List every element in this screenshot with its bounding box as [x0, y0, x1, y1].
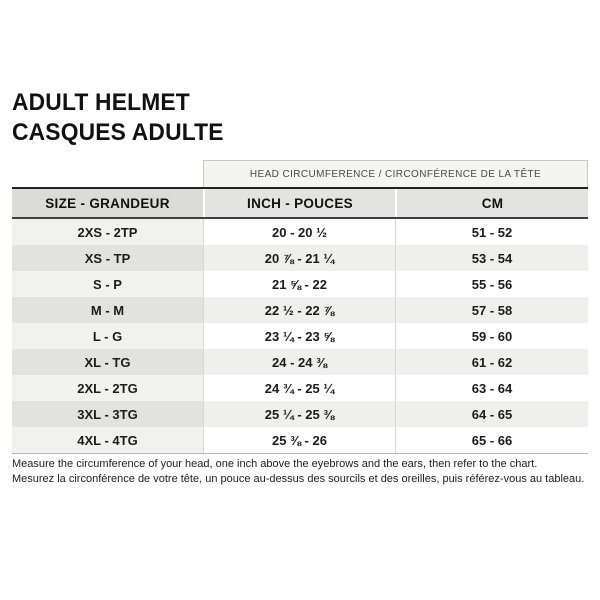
measurement-instructions [12, 457, 588, 486]
table-row [12, 375, 588, 401]
page-title-line2: CASQUES ADULTE [12, 119, 224, 146]
table-body [12, 219, 588, 454]
size-cell: XS - TP [12, 245, 203, 271]
table-header-row [12, 187, 588, 219]
table-row [12, 245, 588, 271]
inch-cell: 23 ¼ - 23 ⅝ [203, 323, 395, 349]
table-row [12, 349, 588, 375]
size-cell: L - G [12, 323, 203, 349]
cm-cell: 53 - 54 [395, 245, 588, 271]
size-cell: 2XS - 2TP [12, 219, 203, 245]
inch-cell: 25 ¼ - 25 ⅜ [203, 401, 395, 427]
size-cell: XL - TG [12, 349, 203, 375]
size-cell: S - P [12, 271, 203, 297]
size-cell: 2XL - 2TG [12, 375, 203, 401]
cm-cell: 61 - 62 [395, 349, 588, 375]
table-row [12, 297, 588, 323]
span-header-spacer [12, 160, 203, 187]
inch-cell: 21 ⅝ - 22 [203, 271, 395, 297]
inch-cell: 20 ⅞ - 21 ¼ [203, 245, 395, 271]
cm-cell: 63 - 64 [395, 375, 588, 401]
cm-cell: 57 - 58 [395, 297, 588, 323]
cm-cell: 65 - 66 [395, 427, 588, 453]
cm-cell: 64 - 65 [395, 401, 588, 427]
column-header-cm: CM [395, 189, 588, 217]
inch-cell: 24 - 24 ⅜ [203, 349, 395, 375]
table-row [12, 323, 588, 349]
size-chart-table [12, 160, 588, 454]
page-title [12, 88, 224, 148]
table-row [12, 401, 588, 427]
column-header-size: SIZE - GRANDEUR [12, 189, 203, 217]
cm-cell: 59 - 60 [395, 323, 588, 349]
size-cell: 3XL - 3TG [12, 401, 203, 427]
size-cell: 4XL - 4TG [12, 427, 203, 453]
table-row [12, 271, 588, 297]
inch-cell: 22 ½ - 22 ⅞ [203, 297, 395, 323]
size-cell: M - M [12, 297, 203, 323]
table-row [12, 427, 588, 453]
cm-cell: 51 - 52 [395, 219, 588, 245]
inch-cell: 25 ⅜ - 26 [203, 427, 395, 453]
page-title-line1: ADULT HELMET [12, 89, 190, 116]
column-header-inch: INCH - POUCES [203, 189, 395, 217]
table-span-header-row [12, 160, 588, 187]
inch-cell: 20 - 20 ½ [203, 219, 395, 245]
inch-cell: 24 ¾ - 25 ¼ [203, 375, 395, 401]
span-header-head-circumference: HEAD CIRCUMFERENCE / CIRCONFÉRENCE DE LA TÊTE [203, 160, 588, 187]
table-row [12, 219, 588, 245]
cm-cell: 55 - 56 [395, 271, 588, 297]
instruction-french: Mesurez la circonférence de votre tête, un pouce au-dessus des sourcils et des oreilles, puis référez-vous au tableau. [12, 472, 585, 485]
instruction-english: Measure the circumference of your head, one inch above the eyebrows and the ears, then refer to the chart. [12, 458, 538, 470]
